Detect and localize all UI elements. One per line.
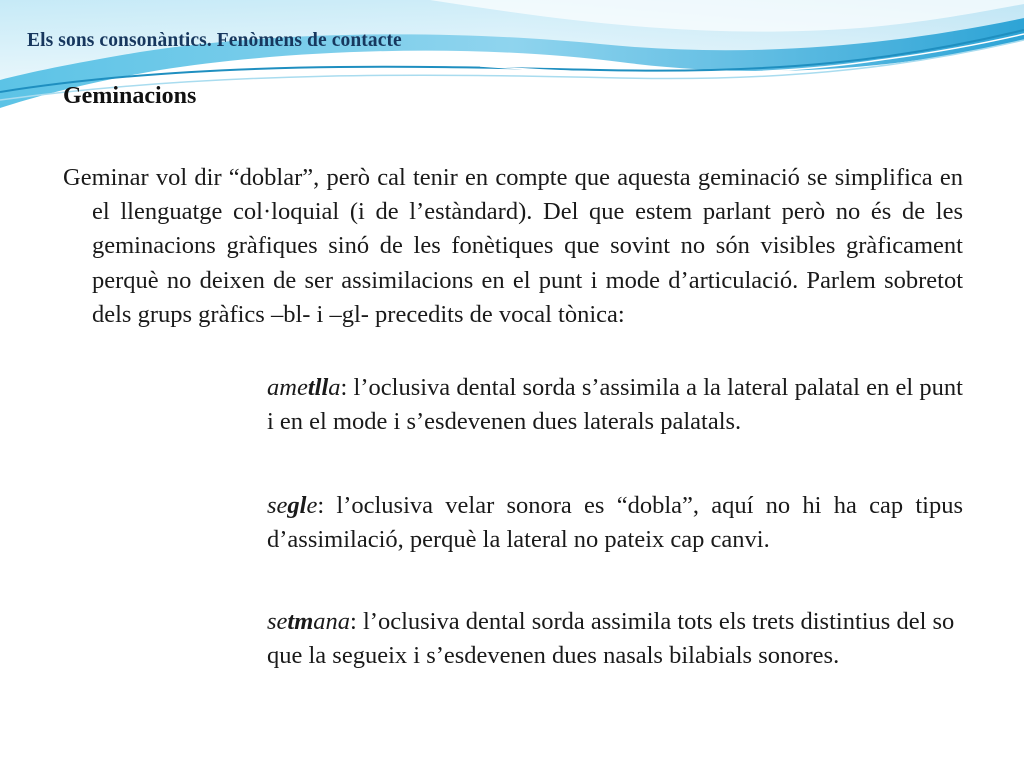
example-word-cluster: tm — [287, 608, 314, 635]
example-setmana — [267, 605, 963, 673]
example-word-suffix: e — [306, 492, 318, 519]
example-word-prefix: ame — [267, 374, 308, 401]
example-word-prefix: se — [267, 492, 288, 519]
example-word-cluster: tll — [307, 374, 329, 401]
example-segle — [267, 489, 963, 557]
example-explanation: : l’oclusiva dental sorda assimila tots els trets distintius del so que la segueix i s’esdevenen dues nasals bilabials sonores. — [267, 608, 955, 670]
example-explanation: : l’oclusiva dental sorda s’assimila a la lateral palatal en el punt i en el mode i s’esdevenen dues laterals palatals. — [267, 374, 963, 436]
intro-paragraph: Geminar vol dir “doblar”, però cal tenir en compte que aquesta geminació se simplifica en el llenguatge col·loquial (i de l’estàndard). Del que estem parlant però no és de les geminacions gràfiques sinó de les fonètiques que sovint no són visibles gràficament perquè no deixen de ser assimilacions en el punt i mode d’articulació. Parlem sobretot dels grups gràfics –bl- i –gl- precedits de vocal tònica: — [63, 164, 963, 328]
example-word-prefix: se — [267, 608, 288, 635]
example-word-suffix: ana — [313, 608, 351, 635]
slide-title: Els sons consonàntics. Fenòmens de contacte — [27, 30, 402, 51]
example-explanation: : l’oclusiva velar sonora es “dobla”, aquí no hi ha cap tipus d’assimilació, perquè la lateral no pateix cap canvi. — [267, 492, 963, 554]
example-word-suffix: a — [328, 374, 341, 401]
example-ametlla — [267, 371, 963, 439]
section-heading: Geminacions — [63, 83, 197, 109]
example-word-cluster: gl — [287, 492, 307, 519]
